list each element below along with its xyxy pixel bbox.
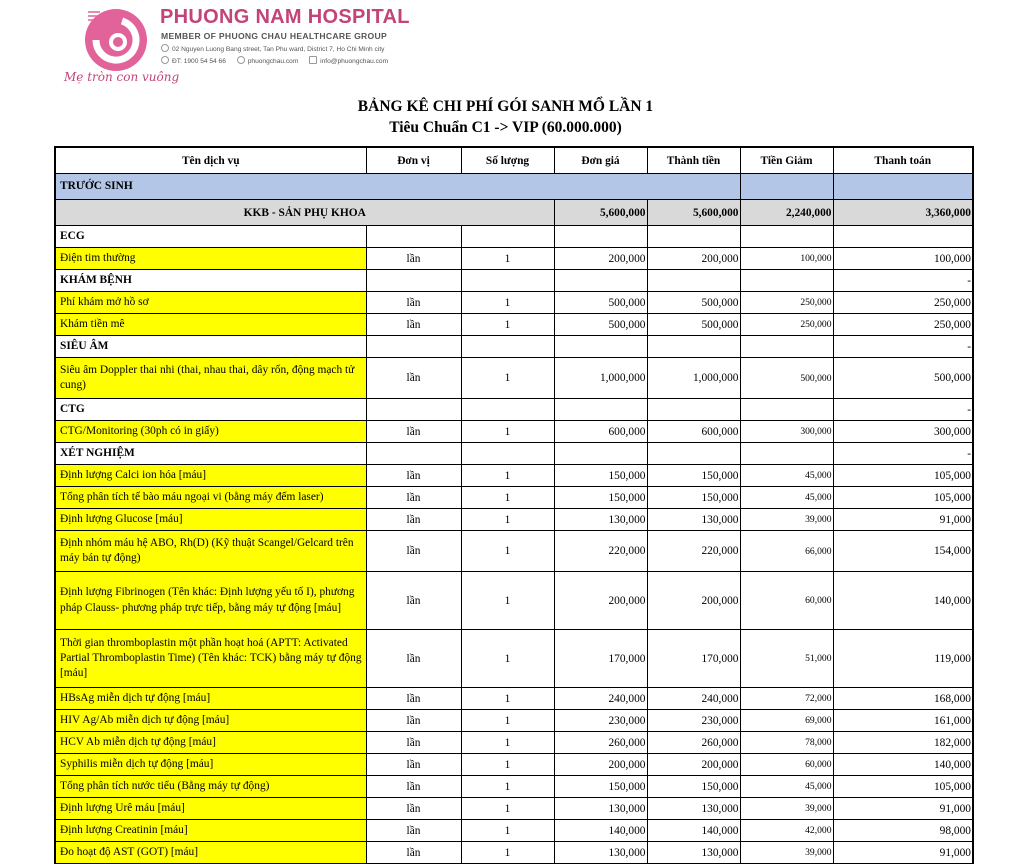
table-row — [55, 358, 973, 399]
price-cell: 130,000 — [554, 798, 647, 820]
table-row — [55, 572, 973, 630]
discount-cell: 42,000 — [740, 820, 833, 842]
amount-cell: 130,000 — [647, 798, 740, 820]
discount-cell: 45,000 — [740, 465, 833, 487]
group-amount: 5,600,000 — [647, 200, 740, 226]
category-pay: - — [833, 270, 973, 292]
price-cell: 200,000 — [554, 572, 647, 630]
hospital-website: phuongchau.com — [247, 58, 299, 65]
unit-cell: lần — [366, 531, 461, 572]
category-pay: - — [833, 443, 973, 465]
qty-cell: 1 — [461, 314, 554, 336]
pay-cell: 105,000 — [833, 465, 973, 487]
category-label: ECG — [55, 226, 366, 248]
document-subtitle: Tiêu Chuẩn C1 -> VIP (60.000.000) — [389, 119, 622, 136]
col-header-pay: Thanh toán — [833, 147, 973, 174]
qty-cell: 1 — [461, 421, 554, 443]
service-name: HCV Ab miễn dịch tự động [máu] — [55, 732, 366, 754]
price-cell: 230,000 — [554, 710, 647, 732]
group-row — [55, 200, 973, 226]
price-cell: 240,000 — [554, 688, 647, 710]
amount-cell: 170,000 — [647, 630, 740, 688]
mail-icon — [309, 56, 317, 64]
pay-cell: 250,000 — [833, 292, 973, 314]
discount-cell: 250,000 — [740, 292, 833, 314]
service-name: Phí khám mở hồ sơ — [55, 292, 366, 314]
qty-cell: 1 — [461, 776, 554, 798]
table-row — [55, 630, 973, 688]
category-row — [55, 443, 973, 465]
discount-cell: 300,000 — [740, 421, 833, 443]
table-row — [55, 732, 973, 754]
table-header-row — [55, 147, 973, 174]
amount-cell: 500,000 — [647, 292, 740, 314]
pay-cell: 182,000 — [833, 732, 973, 754]
service-name: Định lượng Urê máu [máu] — [55, 798, 366, 820]
group-pay: 3,360,000 — [833, 200, 973, 226]
pay-cell: 100,000 — [833, 248, 973, 270]
pay-cell: 105,000 — [833, 776, 973, 798]
hospital-contacts — [161, 56, 397, 65]
hospital-slogan: Mẹ tròn con vuông — [64, 70, 180, 84]
hospital-member-line: MEMBER OF PHUONG CHAU HEALTHCARE GROUP — [161, 31, 388, 41]
unit-cell: lần — [366, 842, 461, 864]
service-name: Siêu âm Doppler thai nhi (thai, nhau thai, dây rốn, động mạch tử cung) — [55, 358, 366, 399]
table-row — [55, 314, 973, 336]
service-name: Thời gian thromboplastin một phần hoạt hoá (APTT: Activated Partial Thromboplastin Time) (Tên khác: TCK) bằng máy tự động [máu] — [55, 630, 366, 688]
discount-cell: 45,000 — [740, 487, 833, 509]
unit-cell: lần — [366, 358, 461, 399]
table-row — [55, 754, 973, 776]
table-row — [55, 465, 973, 487]
unit-cell: lần — [366, 421, 461, 443]
section-label: TRƯỚC SINH — [55, 174, 740, 200]
qty-cell: 1 — [461, 688, 554, 710]
service-name: Định nhóm máu hệ ABO, Rh(D) (Kỹ thuật Scangel/Gelcard trên máy bán tự động) — [55, 531, 366, 572]
pay-cell: 98,000 — [833, 820, 973, 842]
col-header-price: Đơn giá — [554, 147, 647, 174]
unit-cell: lần — [366, 509, 461, 531]
qty-cell: 1 — [461, 732, 554, 754]
col-header-unit: Đơn vị — [366, 147, 461, 174]
category-pay: - — [833, 399, 973, 421]
hospital-phone: ĐT: 1900 54 54 66 — [172, 58, 226, 65]
document-title: BẢNG KÊ CHI PHÍ GÓI SANH MỔ LẦN 1 — [357, 98, 654, 115]
price-cell: 200,000 — [554, 754, 647, 776]
category-pay — [833, 226, 973, 248]
service-name: Tổng phân tích tế bào máu ngoại vi (bằng máy đếm laser) — [55, 487, 366, 509]
amount-cell: 200,000 — [647, 754, 740, 776]
pay-cell: 140,000 — [833, 572, 973, 630]
price-cell: 170,000 — [554, 630, 647, 688]
service-name: Điện tim thường — [55, 248, 366, 270]
table-row — [55, 798, 973, 820]
discount-cell: 250,000 — [740, 314, 833, 336]
pay-cell: 140,000 — [833, 754, 973, 776]
service-name: Định lượng Glucose [máu] — [55, 509, 366, 531]
amount-cell: 200,000 — [647, 572, 740, 630]
unit-cell: lần — [366, 710, 461, 732]
price-cell: 260,000 — [554, 732, 647, 754]
amount-cell: 130,000 — [647, 842, 740, 864]
unit-cell: lần — [366, 487, 461, 509]
price-cell: 130,000 — [554, 509, 647, 531]
unit-cell: lần — [366, 776, 461, 798]
table-row — [55, 710, 973, 732]
service-name: Định lượng Fibrinogen (Tên khác: Định lượng yếu tố I), phương pháp Clauss- phương pháp trực tiếp, bằng máy tự động [máu] — [55, 572, 366, 630]
hospital-email: info@phuongchau.com — [320, 58, 389, 65]
table-row — [55, 842, 973, 864]
phone-icon — [161, 56, 169, 64]
unit-cell: lần — [366, 688, 461, 710]
table-row — [55, 487, 973, 509]
price-cell: 130,000 — [554, 842, 647, 864]
amount-cell: 600,000 — [647, 421, 740, 443]
hospital-header — [64, 4, 444, 96]
pay-cell: 300,000 — [833, 421, 973, 443]
discount-cell: 39,000 — [740, 798, 833, 820]
unit-cell: lần — [366, 465, 461, 487]
table-row — [55, 776, 973, 798]
service-name: CTG/Monitoring (30ph có in giấy) — [55, 421, 366, 443]
table-row — [55, 820, 973, 842]
price-cell: 1,000,000 — [554, 358, 647, 399]
discount-cell: 500,000 — [740, 358, 833, 399]
discount-cell: 69,000 — [740, 710, 833, 732]
discount-cell: 72,000 — [740, 688, 833, 710]
qty-cell: 1 — [461, 531, 554, 572]
amount-cell: 260,000 — [647, 732, 740, 754]
category-label: SIÊU ÂM — [55, 336, 366, 358]
pay-cell: 154,000 — [833, 531, 973, 572]
group-discount: 2,240,000 — [740, 200, 833, 226]
unit-cell: lần — [366, 732, 461, 754]
pay-cell: 500,000 — [833, 358, 973, 399]
hospital-name: PHUONG NAM HOSPITAL — [160, 6, 410, 28]
pay-cell: 91,000 — [833, 842, 973, 864]
qty-cell: 1 — [461, 842, 554, 864]
service-name: Syphilis miễn dịch tự động [máu] — [55, 754, 366, 776]
qty-cell: 1 — [461, 572, 554, 630]
pay-cell: 91,000 — [833, 798, 973, 820]
category-pay: - — [833, 336, 973, 358]
qty-cell: 1 — [461, 820, 554, 842]
table-row — [55, 531, 973, 572]
pay-cell: 105,000 — [833, 487, 973, 509]
price-cell: 220,000 — [554, 531, 647, 572]
unit-cell: lần — [366, 820, 461, 842]
amount-cell: 1,000,000 — [647, 358, 740, 399]
amount-cell: 200,000 — [647, 248, 740, 270]
pay-cell: 168,000 — [833, 688, 973, 710]
amount-cell: 150,000 — [647, 776, 740, 798]
service-name: Tổng phân tích nước tiểu (Bằng máy tự động) — [55, 776, 366, 798]
service-name: HBsAg miễn dịch tự động [máu] — [55, 688, 366, 710]
unit-cell: lần — [366, 630, 461, 688]
discount-cell: 66,000 — [740, 531, 833, 572]
service-name: Khám tiền mê — [55, 314, 366, 336]
qty-cell: 1 — [461, 630, 554, 688]
service-name: Đo hoạt độ AST (GOT) [máu] — [55, 842, 366, 864]
price-cell: 150,000 — [554, 776, 647, 798]
amount-cell: 150,000 — [647, 465, 740, 487]
unit-cell: lần — [366, 754, 461, 776]
discount-cell: 39,000 — [740, 842, 833, 864]
category-row — [55, 336, 973, 358]
qty-cell: 1 — [461, 754, 554, 776]
discount-cell: 51,000 — [740, 630, 833, 688]
category-label: KHÁM BỆNH — [55, 270, 366, 292]
table-row — [55, 688, 973, 710]
amount-cell: 230,000 — [647, 710, 740, 732]
pay-cell: 250,000 — [833, 314, 973, 336]
group-price: 5,600,000 — [554, 200, 647, 226]
qty-cell: 1 — [461, 292, 554, 314]
group-name: KKB - SẢN PHỤ KHOA — [55, 200, 554, 226]
qty-cell: 1 — [461, 710, 554, 732]
col-header-service: Tên dịch vụ — [55, 147, 366, 174]
amount-cell: 500,000 — [647, 314, 740, 336]
price-cell: 600,000 — [554, 421, 647, 443]
discount-cell: 45,000 — [740, 776, 833, 798]
hospital-logo-icon — [82, 6, 150, 74]
qty-cell: 1 — [461, 509, 554, 531]
qty-cell: 1 — [461, 798, 554, 820]
qty-cell: 1 — [461, 465, 554, 487]
unit-cell: lần — [366, 798, 461, 820]
unit-cell: lần — [366, 314, 461, 336]
table-row — [55, 248, 973, 270]
service-name: Định lượng Creatinin [máu] — [55, 820, 366, 842]
discount-cell: 60,000 — [740, 754, 833, 776]
price-cell: 140,000 — [554, 820, 647, 842]
service-name: HIV Ag/Ab miễn dịch tự động [máu] — [55, 710, 366, 732]
discount-cell: 100,000 — [740, 248, 833, 270]
globe-icon — [237, 56, 245, 64]
table-row — [55, 292, 973, 314]
amount-cell: 240,000 — [647, 688, 740, 710]
discount-cell: 78,000 — [740, 732, 833, 754]
amount-cell: 130,000 — [647, 509, 740, 531]
amount-cell: 150,000 — [647, 487, 740, 509]
category-row — [55, 226, 973, 248]
location-pin-icon — [161, 44, 169, 52]
discount-cell: 39,000 — [740, 509, 833, 531]
price-cell: 150,000 — [554, 465, 647, 487]
amount-cell: 220,000 — [647, 531, 740, 572]
qty-cell: 1 — [461, 487, 554, 509]
price-cell: 150,000 — [554, 487, 647, 509]
hospital-address: 02 Nguyen Luong Bang street, Tan Phu ward, District 7, Ho Chi Minh city — [161, 44, 384, 53]
price-cell: 200,000 — [554, 248, 647, 270]
qty-cell: 1 — [461, 248, 554, 270]
pay-cell: 161,000 — [833, 710, 973, 732]
pay-cell: 119,000 — [833, 630, 973, 688]
table-row — [55, 421, 973, 443]
unit-cell: lần — [366, 248, 461, 270]
unit-cell: lần — [366, 292, 461, 314]
service-name: Định lượng Calci ion hóa [máu] — [55, 465, 366, 487]
category-label: CTG — [55, 399, 366, 421]
category-label: XÉT NGHIỆM — [55, 443, 366, 465]
unit-cell: lần — [366, 572, 461, 630]
col-header-qty: Số lượng — [461, 147, 554, 174]
pay-cell: 91,000 — [833, 509, 973, 531]
qty-cell: 1 — [461, 358, 554, 399]
category-row — [55, 399, 973, 421]
amount-cell: 140,000 — [647, 820, 740, 842]
col-header-discount: Tiền Giảm — [740, 147, 833, 174]
price-cell: 500,000 — [554, 292, 647, 314]
fee-table — [54, 146, 974, 864]
section-row — [55, 174, 973, 200]
table-row — [55, 509, 973, 531]
price-cell: 500,000 — [554, 314, 647, 336]
category-row — [55, 270, 973, 292]
discount-cell: 60,000 — [740, 572, 833, 630]
col-header-amount: Thành tiền — [647, 147, 740, 174]
